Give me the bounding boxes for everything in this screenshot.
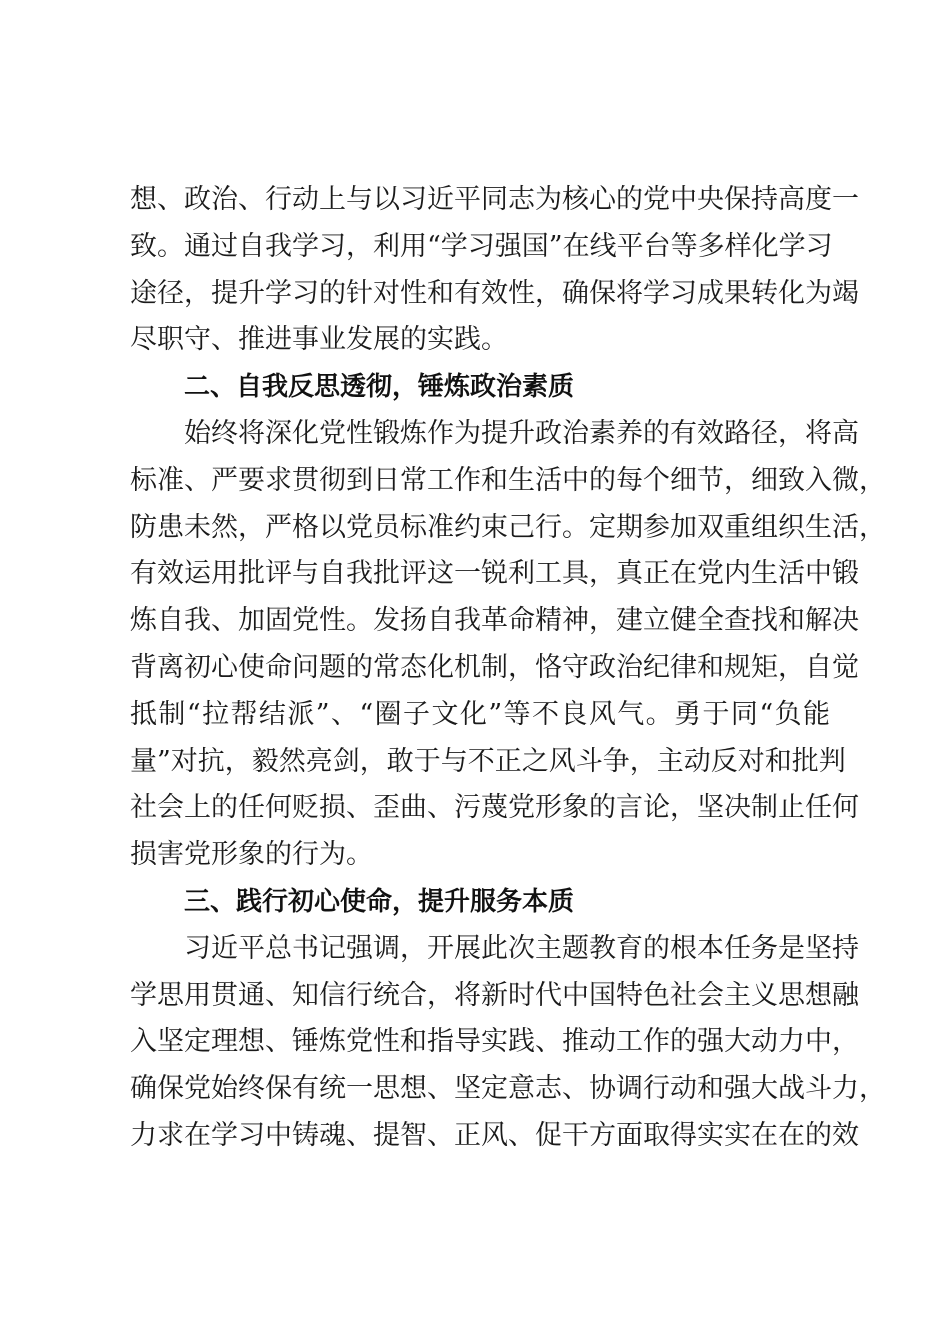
paragraph-line: 始终将深化党性锻炼作为提升政治素养的有效路径，将高 <box>184 417 859 449</box>
paragraph-line: 途径，提升学习的针对性和有效性，确保将学习成果转化为竭 <box>130 277 859 309</box>
paragraph-line: 量”对抗，毅然亮剑，敢于与不正之风斗争，主动反对和批判 <box>130 745 846 777</box>
paragraph-line: 想、政治、行动上与以习近平同志为核心的党中央保持高度一 <box>130 184 859 215</box>
paragraph-3 <box>130 926 886 1160</box>
paragraph-line: 防患未然，严格以党员标准约束己行。定期参加双重组织生活， <box>130 511 886 543</box>
paragraph-line: 炼自我、加固党性。发扬自我革命精神，建立健全查找和解决 <box>130 605 859 637</box>
paragraph-2 <box>130 411 886 879</box>
paragraph-line: 损害党形象的行为。 <box>130 839 373 871</box>
paragraph-line: 习近平总书记强调，开展此次主题教育的根本任务是坚持 <box>184 932 859 964</box>
paragraph-line: 尽职守、推进事业发展的实践。 <box>130 324 508 356</box>
document-body <box>130 177 886 1160</box>
section-heading-3: 三、践行初心使命，提升服务本质 <box>184 886 575 917</box>
paragraph-line: 学思用贯通、知信行统合，将新时代中国特色社会主义思想融 <box>130 979 859 1011</box>
paragraph-line: 标准、严要求贯彻到日常工作和生活中的每个细节，细致入微， <box>130 464 886 496</box>
paragraph-line: 入坚定理想、锤炼党性和指导实践、推动工作的强大动力中， <box>130 1026 859 1058</box>
paragraph-1 <box>130 177 859 364</box>
section-heading-2: 二、自我反思透彻，锤炼政治素质 <box>184 372 575 403</box>
paragraph-line: 抵制“拉帮结派”、“圈子文化”等不良风气。勇于同“负能 <box>130 698 830 730</box>
paragraph-line: 力求在学习中铸魂、提智、正风、促干方面取得实实在在的效 <box>130 1119 859 1151</box>
paragraph-line: 有效运用批评与自我批评这一锐利工具，真正在党内生活中锻 <box>130 558 859 590</box>
paragraph-line: 确保党始终保有统一思想、坚定意志、协调行动和强大战斗力， <box>130 1073 886 1105</box>
paragraph-line: 致。通过自我学习，利用“学习强国”在线平台等多样化学习 <box>130 230 833 262</box>
paragraph-line: 社会上的任何贬损、歪曲、污蔑党形象的言论，坚决制止任何 <box>130 792 859 824</box>
paragraph-line: 背离初心使命问题的常态化机制，恪守政治纪律和规矩，自觉 <box>130 651 859 683</box>
